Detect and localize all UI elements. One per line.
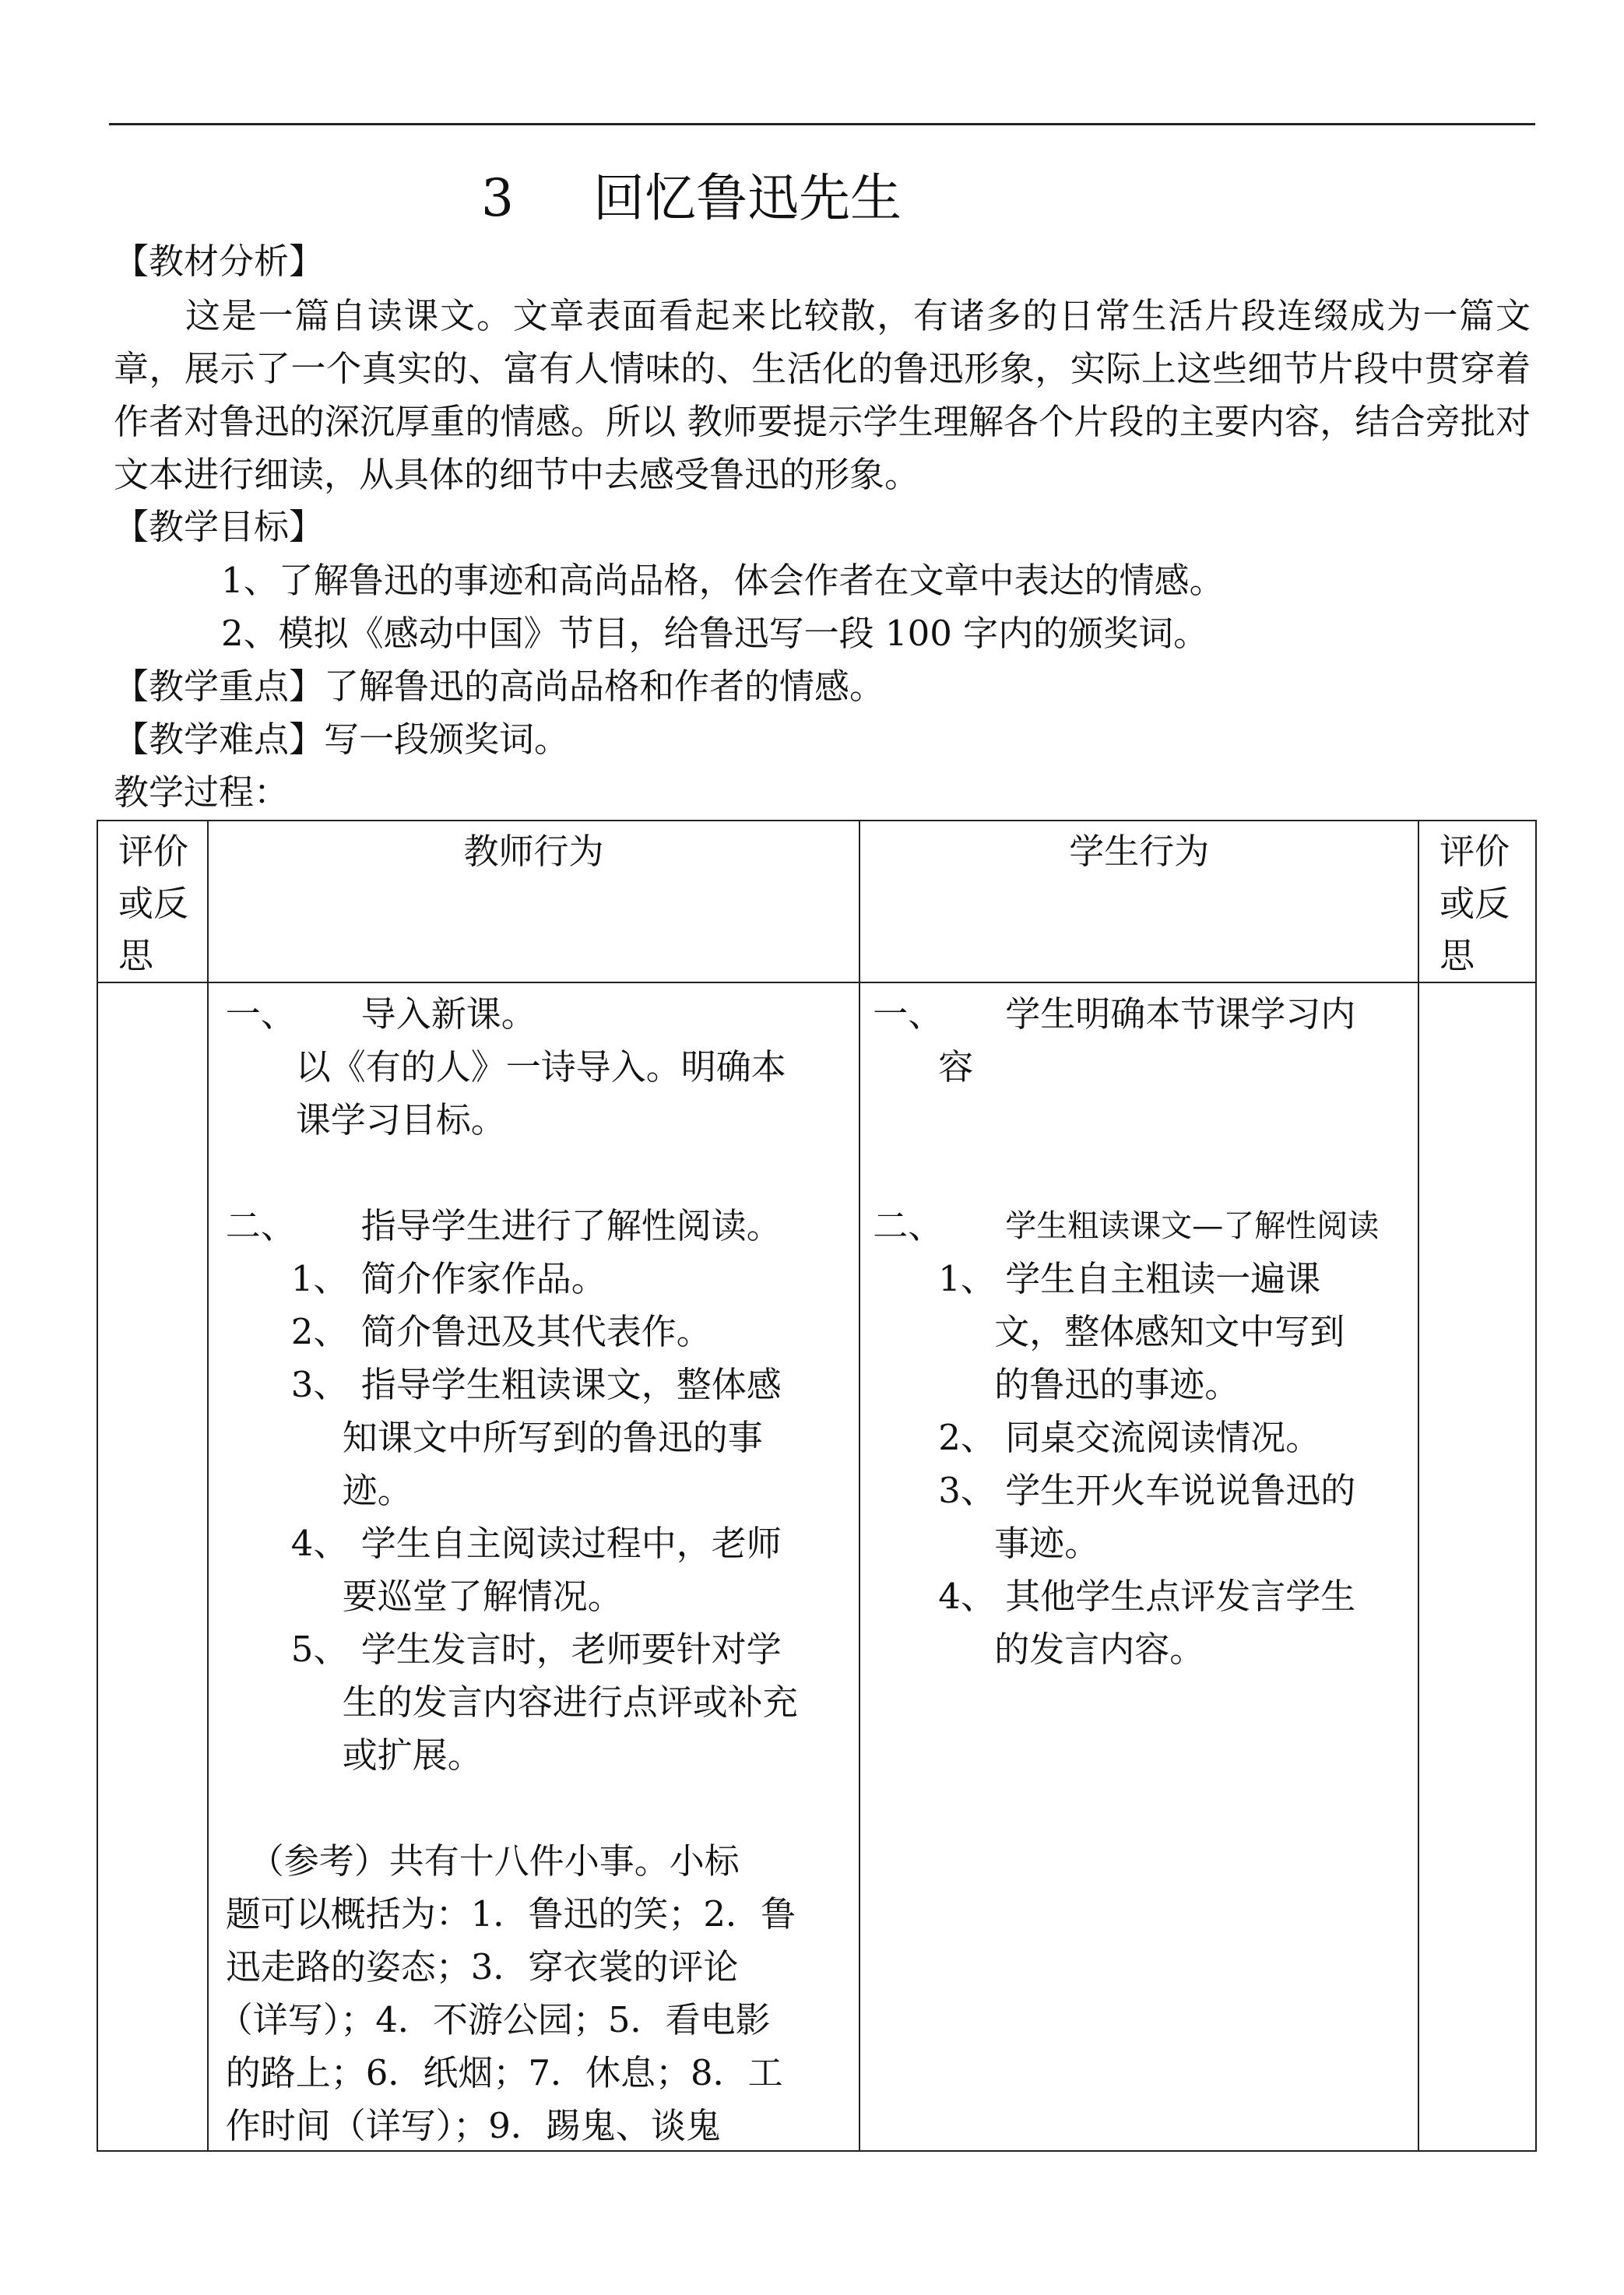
header-text: 评价 [118, 831, 189, 872]
item-number: 4、 [290, 1523, 349, 1564]
text-line: 以《有的人》一诗导入。明确本 [295, 1046, 786, 1088]
text-line: 课学习目标。 [295, 1099, 506, 1140]
section-title: 学生粗读课文—了解性阅读 [1005, 1208, 1380, 1244]
item-text: 简介作家作品。 [360, 1258, 606, 1299]
section-number: 一、 [225, 993, 296, 1035]
reference-line: 作时间（详写）；9．踢鬼、谈鬼 [225, 2105, 721, 2146]
analysis-paragraph: 这是一篇自读课文。文章表面看起来比较散，有诸多的日常生活片段连缀成为一篇文章，展示了一个真实的、富有人情味的、生活化的鲁迅形象，实际上这些细节片段中贯穿着作者对鲁迅的深沉厚重的情感。所以 教师要提示学生理解各个片段的主要内容，结合旁批对文本进行细读，从具体的细节中去感受鲁迅的形象。 [114, 295, 1531, 495]
item-text: 同桌交流阅读情况。 [1005, 1417, 1321, 1458]
item-text: 学生发言时，老师要针对学 [360, 1629, 782, 1670]
item-number: 4、 [938, 1576, 996, 1617]
item-text: 简介鲁迅及其代表作。 [360, 1311, 712, 1352]
analysis-heading: 【教材分析】 [114, 241, 325, 282]
eval-cell-right [1418, 982, 1536, 2151]
item-number: 3、 [290, 1364, 349, 1405]
lesson-title: 回忆鲁迅先生 [593, 168, 902, 228]
reference-line: 迅走路的姿态；3．穿衣裳的评论 [225, 1946, 739, 1987]
eval-cell-left [97, 982, 208, 2151]
goal-item: 1、了解鲁迅的事迹和高尚品格，体会作者在文章中表达的情感。 [221, 560, 1225, 601]
item-number: 3、 [938, 1470, 996, 1511]
reference-line: 题可以概括为：1．鲁迅的笑；2．鲁 [225, 1893, 796, 1935]
header-text: 或反 [118, 883, 189, 924]
header-text: 评价 [1439, 831, 1510, 872]
item-text: 文，整体感知文中写到 [994, 1311, 1345, 1352]
process-label: 教学过程： [114, 771, 290, 813]
header-text: 思 [1439, 935, 1475, 976]
difficulty-heading: 【教学难点】 [114, 719, 325, 760]
header-teacher: 教师行为 [208, 821, 860, 982]
item-text: 迹。 [342, 1470, 413, 1511]
key-point [114, 663, 884, 710]
header-eval-right [1418, 821, 1536, 982]
header-student: 学生行为 [859, 821, 1418, 982]
item-number: 2、 [290, 1311, 349, 1352]
reference-line: （详写）；4．不游公园；5．看电影 [217, 1999, 771, 2040]
goal-item: 2、模拟《感动中国》节目，给鲁迅写一段 100 字内的颁奖词。 [221, 613, 1209, 654]
item-text: 事迹。 [994, 1523, 1100, 1564]
section-number: 二、 [225, 1205, 296, 1246]
item-text: 或扩展。 [342, 1734, 483, 1776]
reference-line: （参考）共有十八件小事。小标 [248, 1840, 740, 1882]
reference-line: 的路上；6．纸烟；7．休息；8．工 [225, 2052, 783, 2093]
section-number: 一、 [873, 993, 944, 1035]
key-heading: 【教学重点】 [114, 666, 325, 707]
section-title: 导入新课。 [360, 993, 536, 1035]
process-table [97, 820, 1537, 2152]
item-number: 1、 [938, 1258, 996, 1299]
text-line: 容 [938, 1046, 974, 1088]
text-line: 学生明确本节课学习内 [1005, 993, 1356, 1035]
section-title: 指导学生进行了解性阅读。 [360, 1205, 782, 1246]
table-row [97, 982, 1536, 2151]
item-text: 学生自主阅读过程中，老师 [360, 1523, 782, 1564]
section-number: 二、 [873, 1205, 944, 1246]
teacher-cell [208, 982, 860, 2151]
item-text: 学生自主粗读一遍课 [1005, 1258, 1321, 1299]
goals-heading: 【教学目标】 [114, 506, 325, 547]
item-number: 2、 [938, 1417, 996, 1458]
difficulty-text: 写一段颁奖词。 [324, 719, 570, 760]
header-rule [109, 123, 1535, 125]
item-text: 生的发言内容进行点评或补充 [342, 1682, 798, 1723]
item-text: 指导学生粗读课文，整体感 [360, 1364, 782, 1405]
header-text: 思 [118, 935, 154, 976]
header-text: 或反 [1439, 883, 1510, 924]
item-text: 其他学生点评发言学生 [1005, 1576, 1356, 1617]
header-eval-left [97, 821, 208, 982]
item-text: 的鲁迅的事迹。 [994, 1364, 1240, 1405]
key-text: 了解鲁迅的高尚品格和作者的情感。 [324, 666, 885, 707]
item-text: 知课文中所写到的鲁迅的事 [342, 1417, 763, 1458]
item-number: 5、 [290, 1629, 349, 1670]
lesson-number: 3 [481, 168, 514, 228]
item-number: 1、 [290, 1258, 349, 1299]
item-text: 的发言内容。 [994, 1629, 1205, 1670]
item-text: 学生开火车说说鲁迅的 [1005, 1470, 1356, 1511]
student-cell [859, 982, 1418, 2151]
item-text: 要巡堂了解情况。 [342, 1576, 623, 1617]
table-header-row [97, 821, 1536, 982]
difficulty-point [114, 716, 569, 763]
